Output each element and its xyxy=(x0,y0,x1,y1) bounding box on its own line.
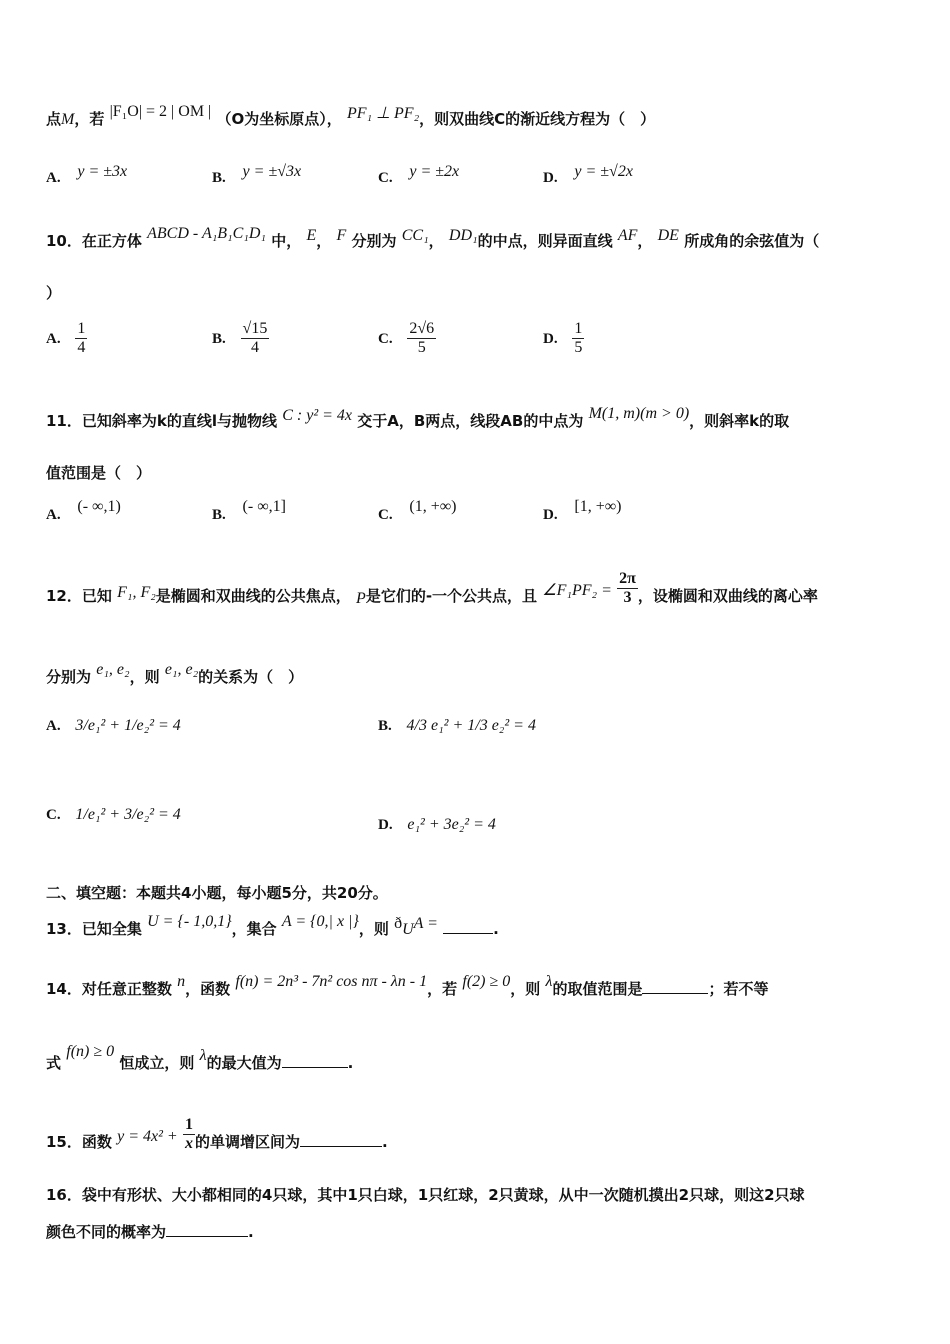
q10-af: AF xyxy=(617,227,638,244)
q11-text: 值范围是（ ） xyxy=(46,464,152,482)
q12-angle: ∠F₁PF₂ = xyxy=(542,582,612,599)
q11-number: 11． xyxy=(46,412,82,430)
q10-cc1: CC₁ xyxy=(401,227,429,244)
q11-option-label: C. xyxy=(378,507,393,523)
q12-text: 的关系为（ ） xyxy=(198,668,304,686)
q14-text: 式 xyxy=(46,1054,62,1072)
q11-option-c[interactable] xyxy=(378,498,457,524)
q9-option-expr: y = ±√3x xyxy=(242,163,302,180)
q13-complement: ð xyxy=(394,915,403,932)
q10-cube: ABCD - A₁B₁C₁D₁ xyxy=(147,225,266,242)
q13-answer-blank[interactable] xyxy=(443,933,493,934)
q10-option-label: B. xyxy=(212,331,226,347)
q16-stem xyxy=(46,1184,805,1205)
q13-stem xyxy=(46,913,499,943)
q9-option-b[interactable] xyxy=(212,163,302,187)
q14-text: ，函数 xyxy=(185,980,231,998)
q14-lambda-2: λ xyxy=(199,1047,207,1064)
q12-stem xyxy=(46,570,818,615)
q11-option-label: D. xyxy=(543,507,558,523)
q11-option-b[interactable] xyxy=(212,498,286,524)
q11-option-expr: (- ∞,1] xyxy=(242,498,286,515)
frac-num: √15 xyxy=(242,320,268,337)
q10-option-frac xyxy=(572,320,584,357)
q10-option-d[interactable] xyxy=(543,320,584,357)
q15-function: y = 4x² + xyxy=(117,1128,178,1145)
q11-option-label: B. xyxy=(212,507,226,523)
q14-text: 的最大值为 xyxy=(206,1054,282,1072)
q11-option-expr: [1, +∞) xyxy=(574,498,622,515)
frac-num: 2√6 xyxy=(409,320,435,337)
q14-text: 对任意正整数 xyxy=(81,980,172,998)
q12-option-expr: 1/e₁² + 3/e₂² = 4 xyxy=(75,806,181,823)
frac-num: 1 xyxy=(574,320,583,337)
q9-option-d[interactable] xyxy=(543,163,633,187)
q9-option-label: A. xyxy=(46,170,61,186)
q9-option-label: C. xyxy=(378,170,393,186)
q10-stem-end xyxy=(46,282,61,303)
q14-text: 恒成立，则 xyxy=(119,1054,195,1072)
frac-den: 5 xyxy=(417,339,426,356)
q11-stem xyxy=(46,405,790,431)
q14-answer-blank-2[interactable] xyxy=(282,1067,348,1068)
q9-text-a: 点 xyxy=(46,110,62,128)
q9-formula-abs: |F₁O| = 2 | OM | xyxy=(109,103,212,120)
q11-option-expr: (- ∞,1) xyxy=(77,498,121,515)
q10-text: ） xyxy=(46,284,62,302)
q16-number: 16． xyxy=(46,1186,82,1204)
q14-text: ，若 xyxy=(427,980,458,998)
q16-stem-2 xyxy=(46,1221,254,1242)
frac-den: x xyxy=(184,1135,193,1152)
q12-option-label: C. xyxy=(46,807,61,823)
q10-text: ， xyxy=(637,232,653,250)
frac-den: 4 xyxy=(77,339,86,356)
q11-option-expr: (1, +∞) xyxy=(409,498,457,515)
q12-option-label: D. xyxy=(378,817,393,833)
q10-text: 所成角的余弦值为（ xyxy=(684,232,820,250)
q10-e: E xyxy=(306,227,317,244)
q12-text: 是椭圆和双曲线的公共焦点， xyxy=(155,587,351,605)
q14-number: 14． xyxy=(46,980,82,998)
q12-option-c[interactable] xyxy=(46,805,181,824)
frac-num: 2π xyxy=(619,570,636,587)
q9-text-d: ，则双曲线C的渐近线方程为（ ） xyxy=(419,110,656,128)
q15-answer-blank[interactable] xyxy=(300,1146,382,1147)
q12-option-b[interactable] xyxy=(378,716,536,735)
q10-f: F xyxy=(336,227,347,244)
q16-text: . xyxy=(248,1223,254,1241)
q13-text: ，则 xyxy=(358,920,389,938)
q10-dd1: DD₁ xyxy=(448,227,478,244)
q9-option-expr: y = ±2x xyxy=(409,163,460,180)
q10-text: ， xyxy=(428,232,444,250)
q15-number: 15． xyxy=(46,1133,82,1151)
q11-text: 已知斜率为k的直线l与抛物线 xyxy=(81,412,277,430)
q10-text: 中， xyxy=(271,232,302,250)
q10-option-label: C. xyxy=(378,331,393,347)
q14-stem-2 xyxy=(46,1043,354,1073)
q10-option-b[interactable] xyxy=(212,320,269,357)
q13-complement-sub: U xyxy=(402,921,414,938)
q12-option-expr: 4/3 e₁² + 1/3 e₂² = 4 xyxy=(406,717,536,734)
q9-option-c[interactable] xyxy=(378,163,460,187)
q11-option-label: A. xyxy=(46,507,61,523)
q13-text: ，集合 xyxy=(231,920,277,938)
q12-option-expr: e₁² + 3e₂² = 4 xyxy=(407,816,496,833)
q12-text: 已知 xyxy=(81,587,112,605)
q12-text: 是它们的-一个公共点，且 xyxy=(365,587,538,605)
frac-den: 5 xyxy=(574,339,583,356)
q14-n: n xyxy=(177,973,186,990)
q9-point-m: M xyxy=(61,111,75,128)
q10-option-frac xyxy=(241,320,270,357)
q15-stem xyxy=(46,1116,388,1161)
q16-answer-blank[interactable] xyxy=(166,1236,248,1237)
q11-midpoint: M(1, m)(m > 0) xyxy=(588,405,690,422)
q14-text: ；若不等 xyxy=(708,980,769,998)
q11-text: 交于A，B两点，线段AB的中点为 xyxy=(357,412,584,430)
q10-text: ， xyxy=(316,232,332,250)
q14-stem xyxy=(46,973,769,999)
frac-den: 4 xyxy=(250,339,259,356)
q13-text: . xyxy=(493,920,499,938)
q9-option-expr: y = ±3x xyxy=(77,163,128,180)
q12-option-label: A. xyxy=(46,718,61,734)
q9-option-expr: y = ±√2x xyxy=(574,163,633,180)
q10-text: 在正方体 xyxy=(81,232,142,250)
q10-number: 10． xyxy=(46,232,82,250)
frac-den: 3 xyxy=(623,589,632,606)
q10-option-label: A. xyxy=(46,331,61,347)
q15-text: . xyxy=(381,1133,388,1151)
q14-text: 的取值范围是 xyxy=(552,980,643,998)
q16-text: 颜色不同的概率为 xyxy=(46,1223,167,1241)
q13-complement-a: A = xyxy=(413,915,438,932)
q9-stem xyxy=(46,103,656,129)
q12-stem-2 xyxy=(46,661,304,687)
q12-text: 分别为 xyxy=(46,668,92,686)
q15-frac xyxy=(183,1116,195,1153)
frac-num: 1 xyxy=(77,320,86,337)
q9-text-b: ，若 xyxy=(74,110,105,128)
q12-foci: F₁, F₂ xyxy=(117,584,156,601)
q16-text: 袋中有形状、大小都相同的4只球，其中1只白球，1只红球，2只黄球，从中一次随机摸出2只球，则这2只球 xyxy=(81,1186,805,1204)
q14-lambda: λ xyxy=(545,973,553,990)
q12-option-a[interactable] xyxy=(46,716,181,735)
q9-text-c: （O为坐标原点）， xyxy=(216,110,342,128)
q12-text: ，则 xyxy=(129,668,160,686)
q10-option-frac xyxy=(75,320,87,357)
q9-option-label: B. xyxy=(212,170,226,186)
q9-option-a[interactable] xyxy=(46,163,128,187)
q12-option-d[interactable] xyxy=(378,815,496,834)
q14-text: ，则 xyxy=(510,980,541,998)
q10-option-c[interactable] xyxy=(378,320,436,357)
q15-text: 的单调增区间为 xyxy=(194,1133,300,1151)
q13-set-a: A = {0,| x |} xyxy=(281,913,359,930)
q10-text: 分别为 xyxy=(351,232,397,250)
q11-parabola: C : y² = 4x xyxy=(282,407,353,424)
q12-option-expr: 3/e₁² + 1/e₂² = 4 xyxy=(75,717,181,734)
q10-text: 的中点，则异面直线 xyxy=(477,232,613,250)
q11-text: ，则斜率k的取 xyxy=(689,412,790,430)
q12-ecc: e₁, e₂ xyxy=(96,661,130,678)
q10-option-label: D. xyxy=(543,331,558,347)
q14-condition-2: f(n) ≥ 0 xyxy=(66,1043,115,1060)
q10-option-frac xyxy=(407,320,436,357)
q10-de: DE xyxy=(657,227,679,244)
q11-option-d[interactable] xyxy=(543,498,622,524)
q14-answer-blank-1[interactable] xyxy=(642,993,708,994)
q13-text: 已知全集 xyxy=(81,920,142,938)
section-heading-text: 二、填空题：本题共4小题，每小题5分，共20分。 xyxy=(46,884,388,902)
q12-angle-frac xyxy=(617,570,638,607)
q12-text: ，设椭圆和双曲线的离心率 xyxy=(637,587,818,605)
q13-universal-set: U = {- 1,0,1} xyxy=(147,913,232,930)
q12-ecc-2: e₁, e₂ xyxy=(164,661,199,678)
q9-option-label: D. xyxy=(543,170,558,186)
frac-num: 1 xyxy=(184,1116,193,1133)
q10-option-a[interactable] xyxy=(46,320,87,357)
q11-option-a[interactable] xyxy=(46,498,121,524)
q13-number: 13． xyxy=(46,920,82,938)
q14-function: f(n) = 2n³ - 7n² cos nπ - λn - 1 xyxy=(235,973,428,990)
q11-stem-end xyxy=(46,462,151,483)
q12-option-label: B. xyxy=(378,718,392,734)
section-heading xyxy=(46,882,388,903)
q10-stem xyxy=(46,225,820,251)
q14-condition: f(2) ≥ 0 xyxy=(462,973,511,990)
q12-point-p: P xyxy=(356,590,366,607)
q9-formula-perp: PF₁ ⊥ PF₂ xyxy=(346,105,420,122)
q15-text: 函数 xyxy=(81,1133,112,1151)
q12-number: 12． xyxy=(46,587,82,605)
q14-text: . xyxy=(347,1054,354,1072)
